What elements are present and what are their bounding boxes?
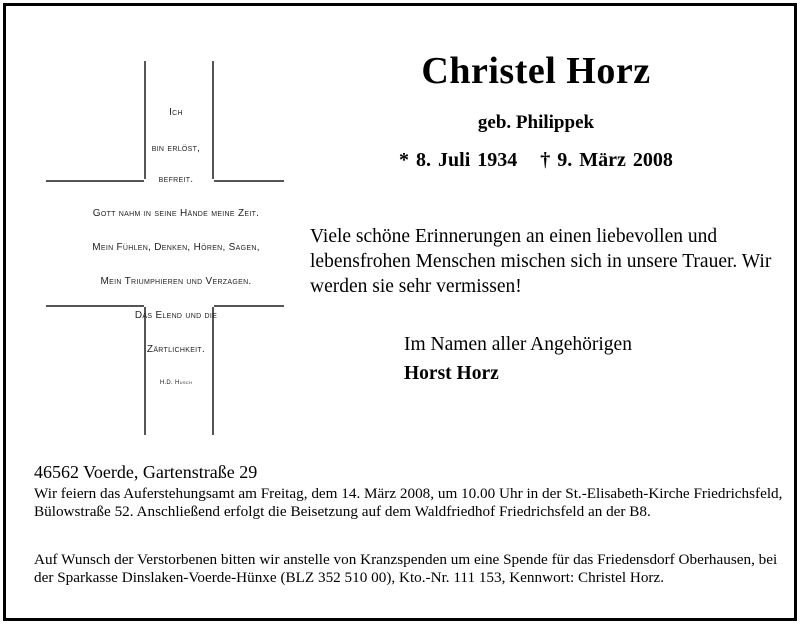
cross-horizontal-lower-right xyxy=(214,305,284,307)
donation-request: Auf Wunsch der Verstorbenen bitten wir anstelle von Kranzspenden um eine Spende für das Friedensdorf Oberhausen, bei der Sparkasse Dinslaken-Voerde-Hünxe (BLZ 352 510 00), Kto.-Nr. 111 153, Kennwort: Christel Horz. xyxy=(34,551,778,586)
poem-line: Mein Triumphieren und Verzagen. xyxy=(100,276,252,287)
cross-vertical-lower-left xyxy=(144,307,146,435)
cross-horizontal-lower-left xyxy=(46,305,144,307)
memorial-message: Viele schöne Erinnerungen an einen liebevollen und lebensfrohen Menschen mischen sich in unsere Trauer. Wir werden sie sehr vermissen! xyxy=(310,226,772,297)
cross-poem-area xyxy=(46,61,306,441)
deceased-name: Christel Horz xyxy=(421,50,651,92)
poem-line: Gott nahm in seine Hände meine Zeit. xyxy=(92,208,260,219)
maiden-name: geb. Philippek xyxy=(477,112,595,133)
cross-vertical-upper-right xyxy=(212,61,214,179)
poem-line: Ich xyxy=(169,107,183,118)
poem-line: Das Elend und die xyxy=(134,310,218,321)
life-dates xyxy=(346,149,726,172)
cross-vertical-lower-right xyxy=(212,307,214,435)
cross-vertical-upper-left xyxy=(144,61,146,179)
signature-intro: Im Namen aller Angehörigen xyxy=(404,334,632,355)
poem-line: Zärtlichkeit. xyxy=(146,344,206,355)
poem-author: H.D. Hüsch xyxy=(159,380,193,386)
death-date: † 9. März 2008 xyxy=(540,149,673,171)
obituary-frame xyxy=(3,3,797,621)
poem-line: bin erlöst, xyxy=(151,143,201,154)
family-address: 46562 Voerde, Gartenstraße 29 xyxy=(34,462,258,482)
signature-name: Horst Horz xyxy=(404,363,499,384)
poem-line: Mein Fühlen, Denken, Hören, Sagen, xyxy=(92,242,260,253)
poem-line: befreit. xyxy=(158,174,194,185)
service-details: Wir feiern das Auferstehungsamt am Freitag, dem 14. März 2008, um 10.00 Uhr in der St.-Elisabeth-Kirche Friedrichsfeld, Bülowstraße 52. Anschließend erfolgt die Beisetzung auf dem Waldfriedhof Friedrichsfeld an der B8. xyxy=(34,485,783,520)
birth-date: * 8. Juli 1934 xyxy=(399,149,518,171)
